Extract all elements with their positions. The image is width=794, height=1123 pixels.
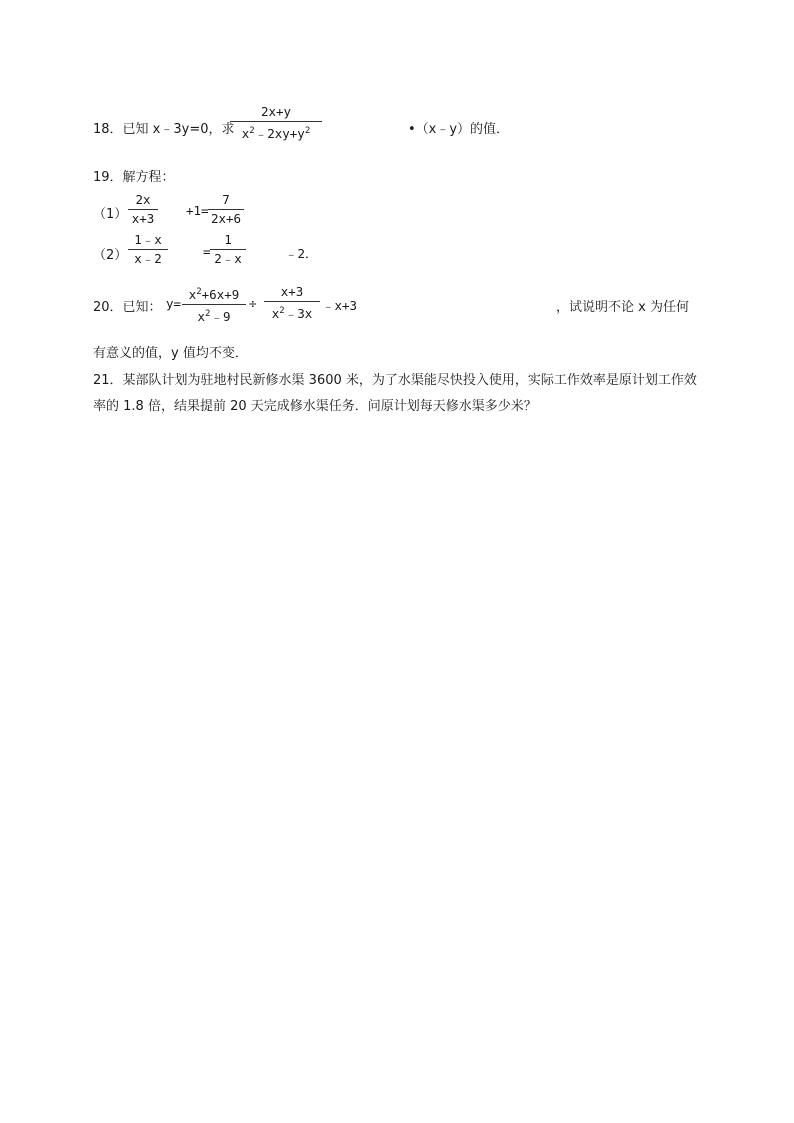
q20-y-equals: y= <box>166 296 182 311</box>
fraction-bar <box>230 121 322 122</box>
q18-fraction <box>230 104 322 142</box>
question-21: 21．某部队计划为驻地村民新修水渠 3600 米，为了水渠能尽快投入使用，实际工作效率是原计划工作效率的 1.8 倍，结果提前 20 天完成修水渠任务．问原计划每天修水渠多少米？ <box>93 373 697 414</box>
q19-p2-tail: ﹣2． <box>285 246 318 261</box>
q18-frac-denominator: $x^2﹣2xy+y^2$ <box>241 126 311 141</box>
q19-p2-operator: = <box>203 244 211 259</box>
q20-tail: ﹣x+3 <box>322 298 358 313</box>
q20-suffix: ，试说明不论 x 为任何 <box>556 300 689 315</box>
q19-title: 19．解方程： <box>93 170 175 185</box>
q19-p1-fraction-1: 2x x+3 <box>128 192 158 227</box>
q18-prefix: 18．已知 x﹣3y=0，求 <box>93 122 235 137</box>
q20-fraction-2: x+3 $x^2﹣3x$ <box>264 284 320 322</box>
q19-part1-label: （1） <box>93 207 128 222</box>
q19-p1-fraction-2: 7 2x+6 <box>208 192 244 227</box>
q19-part2-label: （2） <box>93 248 128 263</box>
q20-divide-sign: ÷ <box>249 296 257 311</box>
q18-frac-numerator: 2x+y <box>260 104 292 119</box>
q19-p1-operator: +1= <box>186 203 209 218</box>
q20-fraction-1: $x^2+6x+9$ $x^2﹣9$ <box>182 284 246 325</box>
q19-p2-fraction-1: 1﹣x x﹣2 <box>128 232 168 267</box>
q18-suffix: •（x﹣y）的值． <box>408 122 510 137</box>
q20-line2: 有意义的值，y 值均不变． <box>93 346 248 361</box>
q20-prefix: 20．已知： <box>93 300 162 315</box>
q19-p2-fraction-2: 1 2﹣x <box>210 232 246 267</box>
